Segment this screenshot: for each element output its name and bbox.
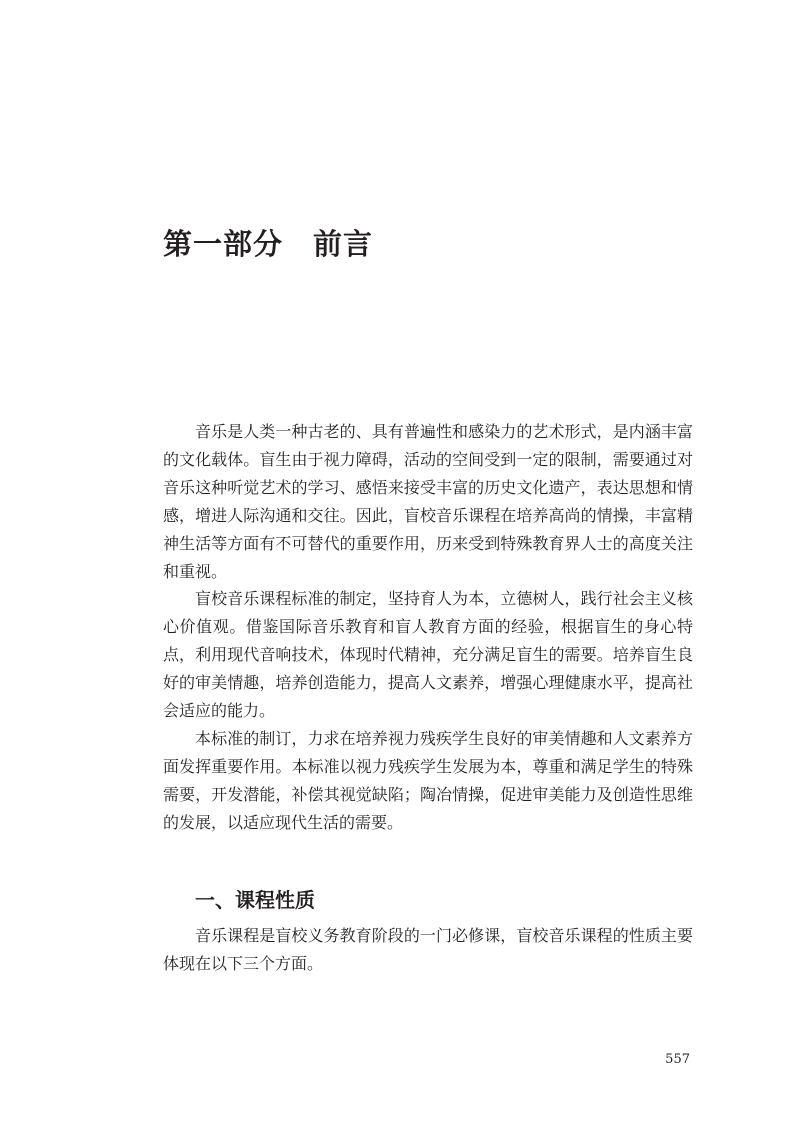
part-title: 第一部分 前言 (163, 227, 374, 261)
intro-paragraph: 音乐是人类一种古老的、具有普遍性和感染力的艺术形式，是内涵丰富的文化载体。盲生由于视力障碍，活动的空间受到一定的限制，需要通过对音乐这种听觉艺术的学习、感悟来接受丰富的历史文化遗产，表达思想和情感，增进人际沟通和交往。因此，盲校音乐课程在培养高尚的情操，丰富精神生活等方面有不可替代的重要作用，历来受到特殊教育界人士的高度关注和重视。 (163, 422, 693, 581)
section-paragraph: 音乐课程是盲校义务教育阶段的一门必修课，盲校音乐课程的性质主要体现在以下三个方面。 (163, 926, 693, 973)
intro-section (163, 418, 693, 837)
section-heading: 一、课程性质 (195, 888, 315, 912)
intro-paragraph: 盲校音乐课程标准的制定，坚持育人为本，立德树人，践行社会主义核心价值观。借鉴国际音乐教育和盲人教育方面的经验，根据盲生的身心特点，利用现代音响技术，体现时代精神，充分满足盲生的需要。培养盲生良好的审美情趣，培养创造能力，提高人文素养，增强心理健康水平，提高社会适应的能力。 (163, 589, 693, 721)
page-number: 557 (665, 1052, 690, 1067)
intro-paragraph: 本标准的制订，力求在培养视力残疾学生良好的审美情趣和人文素养方面发挥重要作用。本标准以视力残疾学生发展为本，尊重和满足学生的特殊需要，开发潜能，补偿其视觉缺陷；陶冶情操，促进审美能力及创造性思维的发展，以适应现代生活的需要。 (163, 728, 693, 832)
section-body (163, 922, 693, 978)
